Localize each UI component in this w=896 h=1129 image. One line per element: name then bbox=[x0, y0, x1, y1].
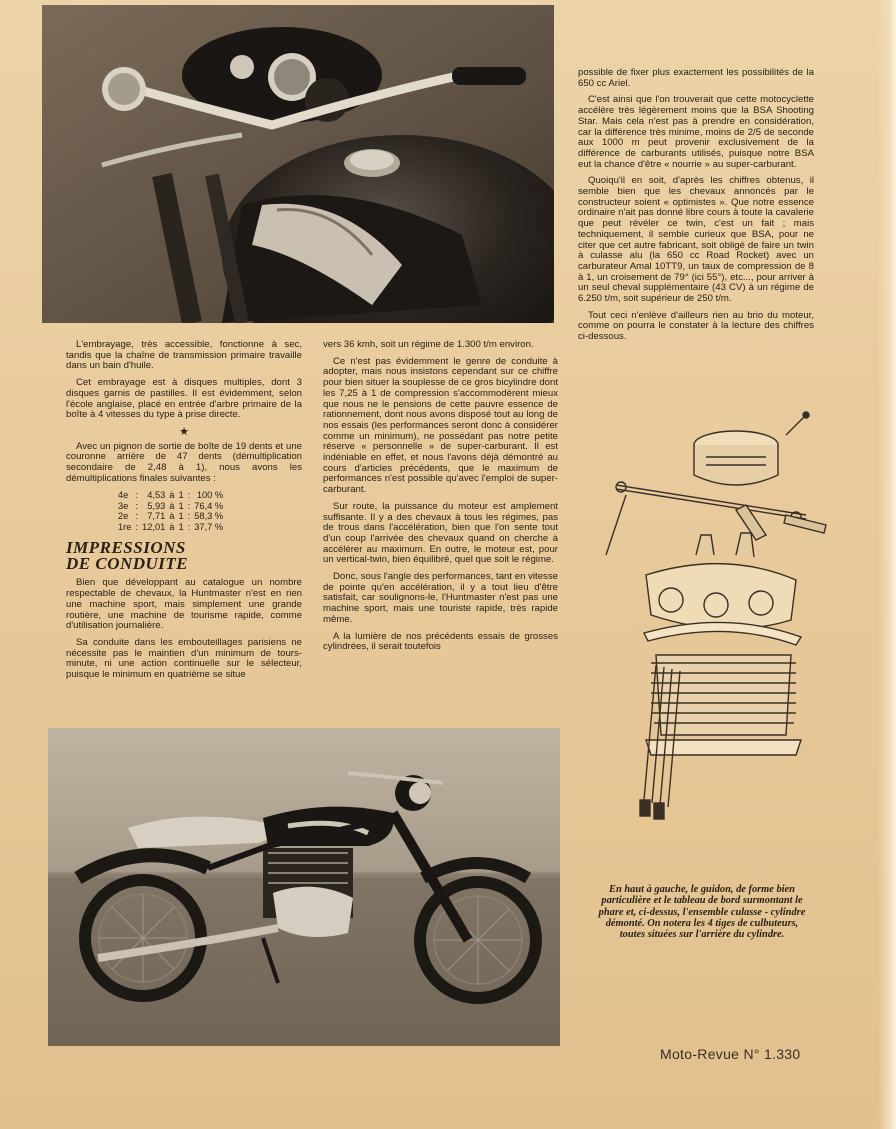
paragraph: Bien que développant au catalogue un nombre respectable de chevaux, la Huntmaster n'est en rien une machine sport, mais simplement une grande routière, une machine de tourisme rapide, comme d'utilisation journalière. bbox=[66, 577, 302, 632]
gear-ratio-table bbox=[118, 490, 302, 532]
paragraph: C'est ainsi que l'on trouverait que cette motocyclette accélère très légèrement moins que la BSA Shooting Star. Mais cela n'est pas à prendre en considération, car la différence très minime, moins de 2/5 de seconde aux 1000 m peut provenir exclusivement de la différence de carburants utilisés, puisque notre BSA eut la chance d'être « nourrie » au super-carburant. bbox=[578, 94, 814, 170]
gear-ratio-sep2: : bbox=[187, 521, 191, 532]
gear-ratio-sep1: : bbox=[135, 521, 139, 532]
gear-ratio-a: à bbox=[169, 521, 175, 532]
gear-ratio-row bbox=[118, 490, 227, 501]
gear-ratio-gear: 1re bbox=[118, 521, 132, 532]
motorcycle-photo bbox=[48, 728, 560, 1046]
paragraph: Avec un pignon de sortie de boîte de 19 dents et une couronne arrière de 47 dents (démultiplication secondaire de 2,48 à 1), nous avons les démultiplications finales suivantes : bbox=[66, 440, 302, 484]
paragraph: L'embrayage, très accessible, fonctionne à sec, tandis que la chaîne de transmission primaire travaille dans un bain d'huile. bbox=[66, 339, 302, 372]
gear-ratio-sep1: : bbox=[135, 490, 139, 501]
gear-ratio-sep2: : bbox=[187, 511, 191, 522]
gear-ratio-ratio: 7,71 bbox=[147, 511, 166, 522]
paragraph: Sur route, la puissance du moteur est amplement suffisante. Il y a des chevaux à tous les régimes, pas de trous dans l'accélération, bien que l'on sente tout d'un coup l'arrivée des chevaux quand on cherche à accélérer au maximum. En outre, le moteur est, pour un vertical-twin, bien équilibré, quel que soit le régime. bbox=[323, 500, 558, 566]
gear-ratio-one: 1 bbox=[178, 521, 184, 532]
heading-line: IMPRESSIONS bbox=[66, 538, 186, 558]
paragraph: possible de fixer plus exactement les possibilités de la 650 cc Ariel. bbox=[578, 67, 814, 89]
gear-ratio-a: à bbox=[169, 511, 175, 522]
gear-ratio-pct: 100 % bbox=[196, 490, 224, 501]
paragraph: Quoiqu'il en soit, d'après les chiffres obtenus, il semble bien que les chevaux annoncés par le constructeur soient « optimistes ». Que notre essence ordinaire n'ait pas donné libre cours à toute la cavalerie que peut révéler ce twin, c'est un fait ; mais techniquement, il semble curieux que BSA, pour ne citer que cet autre fabricant, soit obligé de faire un twin à culasse alu (la 650 cc Road Rocket) avec un carburateur Amal 10TT9, un taux de compression de 8 à 1, un croisement de 79° (ici 55°), etc..., pour arriver à un seul cheval supplémentaire (43 CV) à un régime de 6.250 t/m, soit supérieur de 250 t/m. bbox=[578, 175, 814, 305]
page-edge bbox=[878, 0, 896, 1129]
gear-ratio-row bbox=[118, 522, 227, 533]
gear-ratio-row bbox=[118, 511, 227, 522]
paragraph: Cet embrayage est à disques multiples, dont 3 disques garnis de pastilles. Il est évidemment, selon l'école anglaise, placé en entrée d'arbre primaire de la boîte à 4 vitesses du type à prise directe. bbox=[66, 377, 302, 421]
handlebar-photo bbox=[42, 5, 554, 323]
figure-caption: En haut à gauche, le guidon, de forme bien particulière et le tableau de bord surmontant le phare et, ci-dessus, l'ensemble culasse - cylindre démonté. On notera les 4 tiges de culbuteurs, toutes situées sur l'arrière du cylindre. bbox=[598, 884, 806, 941]
paragraph: Ce n'est pas évidemment le genre de conduite à adopter, mais nous insistons cependant sur ce chiffre pour bien situer la souplesse de ce gros bicylindre dont les 7,25 à 1 de compression s'accommodèrent mieux que nous ne le pensions de cette pauvre essence de rationnement, dont nous avons disposé tout au long de nos essais (les performances seront donc à considérer comme un minimum), ne possédant pas notre petite réserve « personnelle » de super-carburant. Il est indéniable en effet, et nous l'avons déjà démontré au cours d'articles précédents, que le maximum de performances n'est possible qu'avec l'emploi de super-carburant. bbox=[323, 355, 558, 496]
paragraph: vers 36 kmh, soit un régime de 1.300 t/m environ. bbox=[323, 339, 534, 350]
gear-ratio-ratio: 4,53 bbox=[147, 490, 166, 501]
gear-ratio-one: 1 bbox=[178, 500, 184, 511]
star-separator-icon: ★ bbox=[179, 425, 189, 438]
gear-ratio-sep2: : bbox=[187, 500, 191, 511]
gear-ratio-a: à bbox=[169, 490, 175, 501]
text-column-3 bbox=[578, 68, 814, 349]
paragraph: Sa conduite dans les embouteillages parisiens ne nécessite pas le maintien d'un minimum de tours-minute, ni une action continuelle sur le sélecteur, puisque le minimum en quatrième se situe bbox=[66, 636, 302, 681]
gear-ratio-pct: 37,7 % bbox=[194, 521, 224, 532]
gear-ratio-one: 1 bbox=[178, 490, 184, 501]
gear-ratio-ratio: 12,01 bbox=[142, 521, 166, 532]
gear-ratio-pct: 76,4 % bbox=[194, 500, 224, 511]
gear-ratio-gear: 2e bbox=[118, 511, 129, 522]
gear-ratio-sep1: : bbox=[135, 511, 139, 522]
heading-line: DE CONDUITE bbox=[66, 554, 189, 574]
text-column-2 bbox=[323, 340, 558, 659]
cylinder-head-diagram bbox=[596, 405, 856, 825]
paragraph: A la lumière de nos précédents essais de grosses cylindrées, il serait toutefois bbox=[323, 630, 558, 653]
gear-ratio-ratio: 5,93 bbox=[147, 500, 166, 511]
text-column-1 bbox=[66, 340, 302, 687]
gear-ratio-sep2: : bbox=[187, 490, 191, 501]
paragraph: Donc, sous l'angle des performances, tant en vitesse de pointe qu'en accélération, il y a tout lieu d'être satisfait, car soulignons-le, l'Huntmaster n'est pas une machine sport, mais une touriste rapide, très rapide même. bbox=[323, 571, 558, 625]
section-heading bbox=[66, 540, 302, 572]
gear-ratio-pct: 58,3 % bbox=[194, 511, 224, 522]
gear-ratio-a: à bbox=[169, 500, 175, 511]
gear-ratio-row bbox=[118, 501, 227, 512]
page-footer: Moto-Revue N° 1.330 bbox=[660, 1046, 801, 1062]
gear-ratio-gear: 3e bbox=[118, 500, 129, 511]
gear-ratio-sep1: : bbox=[135, 500, 139, 511]
gear-ratio-one: 1 bbox=[178, 511, 184, 522]
gear-ratio-gear: 4e bbox=[118, 490, 129, 501]
paragraph: Tout ceci n'enlève d'ailleurs rien au brio du moteur, comme on pourra le constater à la lecture des chiffres ci-dessous. bbox=[578, 309, 814, 343]
